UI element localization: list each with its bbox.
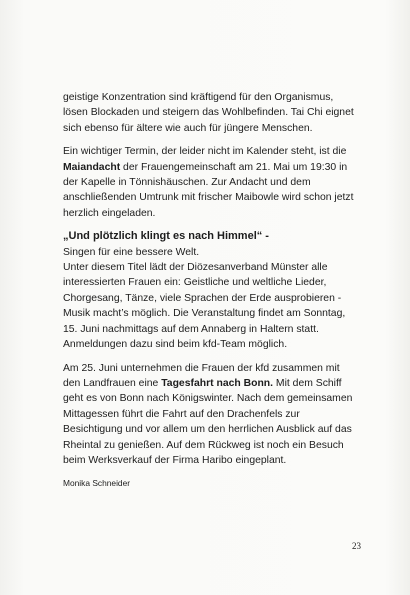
- paragraph-tai-chi: [63, 90, 368, 136]
- text-line: lösen Blockaden und steigern das Wohlbefinden. Tai Chi eignet: [63, 107, 354, 119]
- text-line: Unter diesem Titel lädt der Diözesanverband Münster alle: [63, 262, 328, 274]
- page-number: 23: [352, 541, 361, 551]
- text-line: Rheintal zu genießen. Auf dem Rückweg ist noch ein Besuch: [63, 439, 344, 451]
- text-line: Ein wichtiger Termin, der leider nicht im Kalender steht, ist die: [63, 146, 347, 158]
- text-line: der Kapelle in Tönnishäuschen. Zur Andacht und dem: [63, 177, 311, 189]
- article-body: [63, 90, 368, 489]
- text-fragment: der Frauengemeinschaft am 21. Mai um 19:30 in: [120, 161, 348, 173]
- text-line: Besichtigung und vor allem um den herrlichen Ausblick auf das: [63, 424, 352, 436]
- paragraph-maiandacht: [63, 144, 368, 221]
- author-signature: Monika Schneider: [63, 478, 131, 489]
- text-line: herzlich eingeladen.: [63, 207, 156, 219]
- text-line: interessierten Frauen ein: Geistliche und weltliche Lieder,: [63, 277, 327, 289]
- text-line: beim Werksverkauf der Firma Haribo eingeplant.: [63, 454, 287, 466]
- text-line: Chorgesang, Tänze, viele Sprachen der Erde ausprobieren -: [63, 292, 342, 304]
- text-line: Am 25. Juni unternehmen die Frauen der kfd zusammen mit: [63, 362, 340, 374]
- text-line: [63, 376, 368, 391]
- text-fragment: den Landfrauen eine: [63, 377, 162, 389]
- paragraph-tagesfahrt: [63, 361, 368, 469]
- text-line: Mittagessen führt die Fahrt auf den Drachenfels zur: [63, 408, 300, 420]
- text-fragment: Mit dem Schiff: [273, 377, 342, 389]
- text-line: 15. Juni nachmittags auf dem Annaberg in Haltern statt.: [63, 323, 319, 335]
- text-line: [63, 160, 368, 175]
- section-heading: „Und plötzlich klingt es nach Himmel“ -: [63, 230, 269, 243]
- bold-tagesfahrt: Tagesfahrt nach Bonn.: [161, 377, 274, 389]
- text-line: Musik macht’s möglich. Die Veranstaltung findet am Sonntag,: [63, 308, 346, 320]
- text-line: geht es von Bonn nach Königswinter. Nach dem gemeinsamen: [63, 393, 353, 405]
- text-line: geistige Konzentration sind kräftigend für den Organismus,: [63, 92, 334, 103]
- text-line: Anmeldungen dazu sind beim kfd-Team möglich.: [63, 339, 288, 351]
- text-line: sich ebenso für ältere wie auch für jüngere Menschen.: [63, 122, 313, 134]
- bold-maiandacht: Maiandacht: [63, 161, 121, 173]
- paragraph-singen: [63, 229, 368, 352]
- text-line: anschließenden Umtrunk mit frischer Maibowle wird schon jetzt: [63, 192, 354, 204]
- text-line: Singen für eine bessere Welt.: [63, 246, 200, 258]
